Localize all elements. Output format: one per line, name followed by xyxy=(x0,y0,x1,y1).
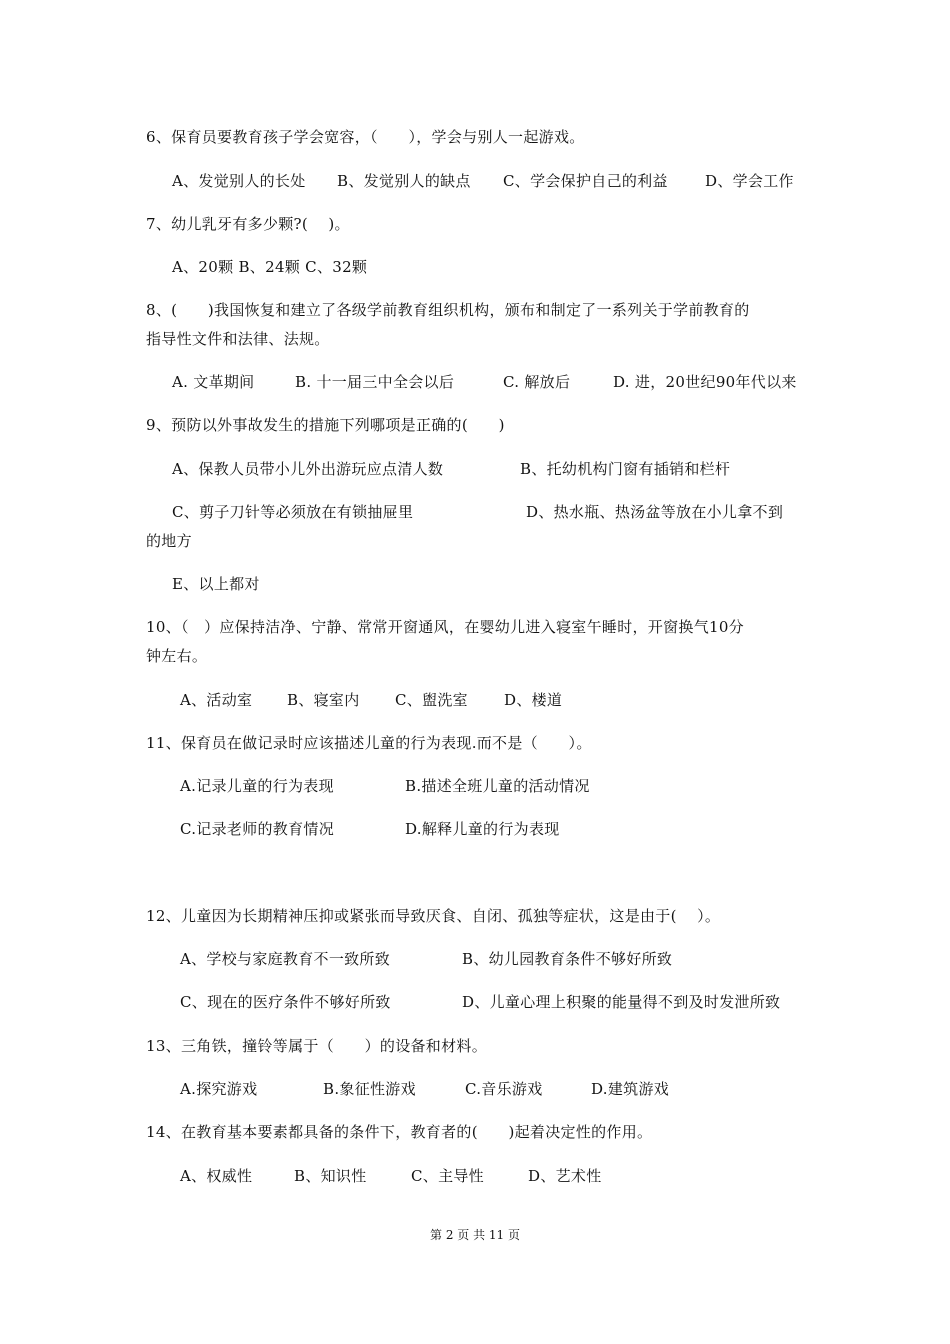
question-8-option-a: A. 文革期间 xyxy=(172,373,255,391)
question-11-option-a: A.记录儿童的行为表现 xyxy=(180,777,334,795)
question-8-option-b: B. 十一届三中全会以后 xyxy=(295,373,455,391)
question-7-options: A、20颗 B、24颗 C、32颗 xyxy=(172,258,368,276)
page-number-footer: 第 2 页 共 11 页 xyxy=(430,1228,520,1242)
question-12-option-c: C、现在的医疗条件不够好所致 xyxy=(180,993,391,1011)
question-6-stem: 6、保育员要教育孩子学会宽容，（ ），学会与别人一起游戏。 xyxy=(146,128,585,146)
question-9-option-e: E、以上都对 xyxy=(172,575,260,593)
question-10-option-c: C、盥洗室 xyxy=(395,691,468,709)
question-8-stem-line-2: 指导性文件和法律、法规。 xyxy=(146,330,330,348)
question-13-stem: 13、三角铁，撞铃等属于（ ）的设备和材料。 xyxy=(146,1037,487,1055)
question-14-option-a: A、权威性 xyxy=(180,1167,253,1185)
question-9-stem: 9、预防以外事故发生的措施下列哪项是正确的( ) xyxy=(146,416,505,434)
question-9-option-c: C、剪子刀针等必须放在有锁抽屉里 xyxy=(172,503,414,521)
question-9-option-d-line-2: 的地方 xyxy=(146,532,192,550)
question-7-stem: 7、幼儿乳牙有多少颗?( )。 xyxy=(146,215,350,233)
question-14-option-c: C、主导性 xyxy=(411,1167,484,1185)
question-13-option-b: B.象征性游戏 xyxy=(323,1080,416,1098)
question-10-option-d: D、楼道 xyxy=(504,691,563,709)
question-9-option-d-line-1: D、热水瓶、热汤盆等放在小儿拿不到 xyxy=(526,503,784,521)
question-12-option-b: B、幼儿园教育条件不够好所致 xyxy=(462,950,673,968)
question-11-option-d: D.解释儿童的行为表现 xyxy=(405,820,560,838)
question-8-stem-line-1: 8、( )我国恢复和建立了各级学前教育组织机构，颁布和制定了一系列关于学前教育的 xyxy=(146,301,750,319)
question-6-option-d: D、学会工作 xyxy=(705,172,794,190)
question-10-option-b: B、寝室内 xyxy=(287,691,360,709)
question-14-option-b: B、知识性 xyxy=(294,1167,367,1185)
question-10-stem-line-1: 10、（ ）应保持洁净、宁静、常常开窗通风，在婴幼儿进入寝室午睡时，开窗换气10分 xyxy=(146,618,744,636)
question-13-option-a: A.探究游戏 xyxy=(180,1080,258,1098)
question-12-option-d: D、儿童心理上积聚的能量得不到及时发泄所致 xyxy=(462,993,781,1011)
question-6-option-b: B、发觉别人的缺点 xyxy=(337,172,471,190)
question-13-option-d: D.建筑游戏 xyxy=(591,1080,670,1098)
question-9-option-a: A、保教人员带小儿外出游玩应点清人数 xyxy=(172,460,444,478)
question-6-option-a: A、发觉别人的长处 xyxy=(172,172,306,190)
question-11-option-c: C.记录老师的教育情况 xyxy=(180,820,335,838)
question-8-option-d: D. 进，20世纪90年代以来 xyxy=(613,373,797,391)
question-13-option-c: C.音乐游戏 xyxy=(465,1080,543,1098)
question-9-option-b: B、托幼机构门窗有插销和栏杆 xyxy=(520,460,731,478)
question-11-stem: 11、保育员在做记录时应该描述儿童的行为表现.而不是（ ）。 xyxy=(146,734,592,752)
question-14-option-d: D、艺术性 xyxy=(528,1167,602,1185)
question-6-option-c: C、学会保护自己的利益 xyxy=(503,172,668,190)
question-14-stem: 14、在教育基本要素都具备的条件下，教育者的( )起着决定性的作用。 xyxy=(146,1123,653,1141)
question-11-option-b: B.描述全班儿童的活动情况 xyxy=(405,777,590,795)
question-12-option-a: A、学校与家庭教育不一致所致 xyxy=(180,950,391,968)
question-10-option-a: A、活动室 xyxy=(180,691,253,709)
question-10-stem-line-2: 钟左右。 xyxy=(146,647,208,665)
question-12-stem: 12、儿童因为长期精神压抑或紧张而导致厌食、自闭、孤独等症状，这是由于( ）。 xyxy=(146,907,721,925)
question-8-option-c: C. 解放后 xyxy=(503,373,571,391)
